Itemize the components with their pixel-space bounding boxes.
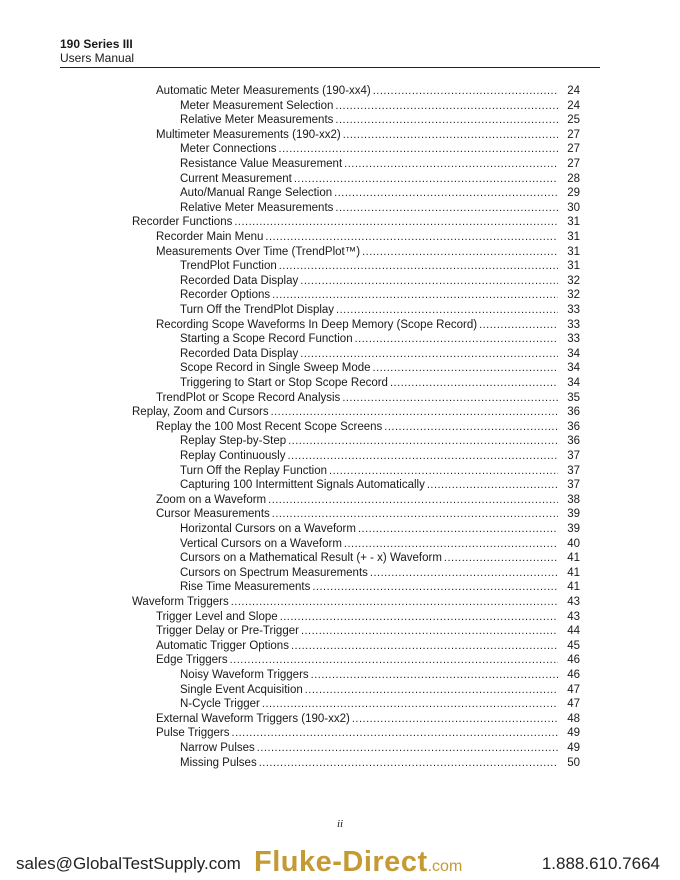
toc-entry[interactable] (180, 697, 580, 712)
toc-entry-page: 25 (567, 114, 580, 127)
toc-entry-page: 40 (567, 537, 580, 550)
toc-entry[interactable] (156, 712, 580, 727)
toc-entry-page: 37 (567, 450, 580, 462)
toc-entry-page: 31 (567, 245, 580, 258)
toc-entry-page: 31 (567, 260, 580, 273)
toc-entry-title: Cursor Measurements (156, 508, 270, 521)
toc-entry-page: 27 (567, 128, 580, 141)
toc-entry[interactable] (132, 215, 580, 230)
toc-dot-leader (280, 610, 558, 625)
toc-dot-leader (373, 84, 558, 99)
toc-dot-leader (362, 245, 558, 260)
toc-entry-title: Noisy Waveform Triggers (180, 669, 309, 681)
toc-dot-leader (279, 142, 558, 157)
toc-entry[interactable] (156, 653, 580, 668)
brand-suffix: .com (427, 858, 463, 875)
toc-entry[interactable] (156, 610, 580, 625)
toc-entry-title: N-Cycle Trigger (180, 698, 260, 711)
toc-entry-page: 32 (567, 274, 580, 287)
header-divider (60, 67, 600, 68)
toc-entry-title: Relative Meter Measurements (180, 201, 334, 214)
toc-dot-leader (288, 434, 558, 449)
toc-entry-page: 41 (567, 566, 580, 579)
toc-entry-page: 27 (567, 158, 580, 170)
toc-dot-leader (291, 639, 558, 654)
toc-entry-title: Single Event Acquisition (180, 683, 303, 696)
toc-dot-leader (257, 741, 558, 756)
toc-entry[interactable] (180, 332, 580, 347)
toc-entry[interactable] (180, 580, 580, 595)
toc-entry[interactable] (156, 624, 580, 639)
footer-email: sales@GlobalTestSupply.com (16, 854, 241, 873)
toc-entry-page: 46 (567, 669, 580, 681)
toc-entry-title: External Waveform Triggers (190-xx2) (156, 712, 350, 725)
toc-entry-page: 34 (567, 362, 580, 375)
toc-entry-page: 24 (567, 99, 580, 112)
toc-entry-page: 41 (567, 581, 580, 594)
toc-dot-leader (344, 537, 558, 552)
toc-entry-title: Automatic Meter Measurements (190-xx4) (156, 85, 371, 97)
toc-entry[interactable] (156, 420, 580, 435)
toc-entry-title: Trigger Level and Slope (156, 610, 278, 623)
toc-entry[interactable] (180, 566, 580, 581)
toc-entry-title: Zoom on a Waveform (156, 493, 267, 506)
toc-entry-page: 37 (567, 464, 580, 477)
toc-entry[interactable] (156, 391, 580, 406)
toc-entry[interactable] (180, 274, 580, 289)
toc-entry[interactable] (156, 245, 580, 260)
toc-dot-leader (271, 405, 558, 420)
toc-entry-title: TrendPlot Function (180, 260, 277, 273)
toc-dot-leader (427, 478, 558, 493)
toc-dot-leader (259, 756, 558, 771)
product-series-title: 190 Series III (60, 37, 133, 51)
toc-entry-title: Turn Off the Replay Function (180, 464, 328, 477)
toc-entry-title: Meter Connections (180, 143, 277, 156)
toc-dot-leader (265, 230, 558, 245)
toc-entry[interactable] (156, 128, 580, 143)
toc-entry[interactable] (156, 318, 580, 333)
toc-dot-leader (300, 347, 558, 362)
toc-entry-title: Meter Measurement Selection (180, 99, 334, 112)
toc-entry[interactable] (156, 230, 580, 245)
toc-entry[interactable] (132, 405, 580, 420)
toc-entry-title: Capturing 100 Intermittent Signals Automatically (180, 479, 425, 492)
toc-entry[interactable] (180, 537, 580, 552)
toc-dot-leader (268, 493, 558, 508)
toc-entry-title: Waveform Triggers (132, 596, 229, 608)
page-number: ii (336, 818, 344, 830)
toc-entry-page: 34 (567, 347, 580, 360)
toc-dot-leader (444, 551, 558, 566)
toc-dot-leader (335, 113, 558, 128)
toc-dot-leader (311, 668, 558, 683)
toc-entry[interactable] (180, 347, 580, 362)
toc-entry-title: Narrow Pulses (180, 742, 255, 754)
toc-dot-leader (232, 726, 558, 741)
toc-entry-title: Rise Time Measurements (180, 581, 311, 594)
toc-entry-title: Recorder Options (180, 289, 271, 302)
toc-entry-page: 28 (567, 172, 580, 185)
toc-dot-leader (234, 215, 558, 230)
toc-dot-leader (343, 128, 558, 143)
toc-entry-page: 49 (567, 742, 580, 754)
toc-dot-leader (344, 157, 558, 172)
toc-dot-leader (373, 361, 558, 376)
toc-entry[interactable] (180, 741, 580, 756)
toc-entry-title: Auto/Manual Range Selection (180, 187, 333, 200)
toc-entry-title: Recorded Data Display (180, 347, 299, 360)
toc-entry[interactable] (180, 259, 580, 274)
toc-entry-title: Trigger Delay or Pre-Trigger (156, 625, 299, 638)
toc-dot-leader (479, 318, 558, 333)
toc-entry-title: Multimeter Measurements (190-xx2) (156, 128, 341, 141)
manual-title: Users Manual (60, 51, 135, 65)
brand-name: Fluke-Direct (254, 846, 428, 878)
toc-entry[interactable] (180, 113, 580, 128)
toc-entry[interactable] (180, 361, 580, 376)
toc-entry-title: Replay Continuously (180, 450, 286, 462)
toc-entry-title: Cursors on Spectrum Measurements (180, 566, 368, 579)
toc-entry[interactable] (156, 639, 580, 654)
toc-entry[interactable] (180, 522, 580, 537)
page-footer (0, 846, 680, 880)
toc-entry-title: Recorded Data Display (180, 274, 299, 287)
toc-entry-title: Recorder Functions (132, 216, 233, 229)
toc-entry-page: 33 (567, 318, 580, 331)
toc-entry-page: 38 (567, 493, 580, 506)
toc-entry[interactable] (180, 142, 580, 157)
toc-dot-leader (352, 712, 558, 727)
toc-dot-leader (305, 683, 558, 698)
toc-dot-leader (355, 332, 558, 347)
toc-dot-leader (279, 259, 558, 274)
toc-entry-title: Horizontal Cursors on a Waveform (180, 523, 356, 535)
toc-entry[interactable] (180, 201, 580, 216)
toc-entry-title: Replay Step-by-Step (180, 435, 287, 448)
toc-entry-page: 43 (567, 610, 580, 623)
toc-entry-page: 30 (567, 201, 580, 214)
toc-dot-leader (335, 201, 558, 216)
toc-entry-title: Resistance Value Measurement (180, 158, 343, 170)
toc-dot-leader (342, 391, 558, 406)
toc-entry-page: 32 (567, 289, 580, 302)
toc-entry[interactable] (180, 99, 580, 114)
toc-entry[interactable] (156, 84, 580, 99)
toc-dot-leader (272, 288, 558, 303)
toc-entry-title: Pulse Triggers (156, 727, 230, 740)
toc-entry[interactable] (180, 449, 580, 464)
toc-entry-page: 24 (567, 85, 580, 97)
toc-entry-page: 37 (567, 479, 580, 492)
footer-phone: 1.888.610.7664 (541, 854, 660, 873)
toc-entry[interactable] (156, 507, 580, 522)
toc-entry[interactable] (180, 288, 580, 303)
toc-dot-leader (231, 595, 558, 610)
toc-entry-title: Replay, Zoom and Cursors (132, 406, 269, 419)
toc-dot-leader (312, 580, 558, 595)
toc-dot-leader (230, 653, 558, 668)
toc-dot-leader (272, 507, 558, 522)
toc-entry[interactable] (180, 464, 580, 479)
toc-entry-title: Automatic Trigger Options (156, 639, 289, 652)
toc-dot-leader (262, 697, 558, 712)
toc-entry-title: Current Measurement (180, 172, 292, 185)
toc-dot-leader (300, 274, 558, 289)
toc-entry-page: 33 (567, 333, 580, 346)
toc-dot-leader (301, 624, 558, 639)
toc-entry-page: 47 (567, 698, 580, 711)
toc-entry-page: 44 (567, 625, 580, 638)
toc-entry-title: Replay the 100 Most Recent Scope Screens (156, 420, 383, 433)
toc-entry-title: Scope Record in Single Sweep Mode (180, 362, 371, 375)
toc-dot-leader (358, 522, 558, 537)
toc-entry-page: 27 (567, 143, 580, 156)
toc-entry-title: Relative Meter Measurements (180, 114, 334, 127)
toc-entry-page: 46 (567, 654, 580, 667)
toc-dot-leader (336, 303, 558, 318)
toc-dot-leader (390, 376, 558, 391)
toc-entry-title: Recording Scope Waveforms In Deep Memory (Scope Record) (156, 318, 478, 331)
toc-entry-page: 31 (567, 231, 580, 243)
toc-dot-leader (329, 464, 558, 479)
toc-entry-page: 39 (567, 508, 580, 521)
toc-entry-page: 45 (567, 639, 580, 652)
toc-dot-leader (294, 172, 558, 187)
toc-entry-page: 41 (567, 552, 580, 565)
toc-entry[interactable] (180, 186, 580, 201)
toc-entry-page: 36 (567, 406, 580, 419)
toc-entry-title: Cursors on a Mathematical Result (+ - x) Waveform (180, 552, 442, 565)
toc-entry-title: Missing Pulses (180, 756, 257, 769)
toc-entry-page: 36 (567, 420, 580, 433)
toc-dot-leader (384, 420, 558, 435)
toc-entry-page: 36 (567, 435, 580, 448)
footer-brand-logo (254, 846, 462, 879)
toc-entry-title: Recorder Main Menu (156, 231, 264, 243)
toc-entry-page: 35 (567, 391, 580, 404)
toc-entry-title: TrendPlot or Scope Record Analysis (156, 391, 341, 404)
toc-entry[interactable] (180, 756, 580, 771)
toc-entry[interactable] (180, 172, 580, 187)
toc-entry-title: Triggering to Start or Stop Scope Record (180, 377, 388, 389)
toc-entry-title: Edge Triggers (156, 654, 228, 667)
toc-entry-page: 43 (567, 596, 580, 608)
toc-dot-leader (334, 186, 558, 201)
toc-entry-page: 50 (567, 756, 580, 769)
toc-entry[interactable] (156, 493, 580, 508)
toc-entry-title: Measurements Over Time (TrendPlot™) (156, 245, 361, 258)
toc-entry[interactable] (156, 726, 580, 741)
toc-dot-leader (287, 449, 558, 464)
toc-entry-page: 49 (567, 727, 580, 740)
toc-entry-page: 31 (567, 216, 580, 229)
toc-entry[interactable] (180, 668, 580, 683)
toc-entry-title: Starting a Scope Record Function (180, 333, 353, 346)
toc-dot-leader (370, 566, 558, 581)
toc-entry-page: 29 (567, 187, 580, 200)
toc-entry-page: 34 (567, 377, 580, 389)
toc-entry-page: 33 (567, 304, 580, 316)
toc-entry[interactable] (180, 157, 580, 172)
toc-entry[interactable] (180, 434, 580, 449)
toc-entry-page: 47 (567, 683, 580, 696)
toc-entry[interactable] (132, 595, 580, 610)
toc-dot-leader (335, 99, 558, 114)
toc-entry-page: 39 (567, 523, 580, 535)
toc-entry-title: Vertical Cursors on a Waveform (180, 537, 342, 550)
toc-entry-title: Turn Off the TrendPlot Display (180, 304, 335, 316)
toc-entry[interactable] (180, 478, 580, 493)
toc-entry[interactable] (180, 683, 580, 698)
toc-entry[interactable] (180, 303, 580, 318)
toc-entry-page: 48 (567, 712, 580, 725)
page-header (60, 37, 600, 65)
toc-entry[interactable] (180, 551, 580, 566)
toc-entry[interactable] (180, 376, 580, 391)
